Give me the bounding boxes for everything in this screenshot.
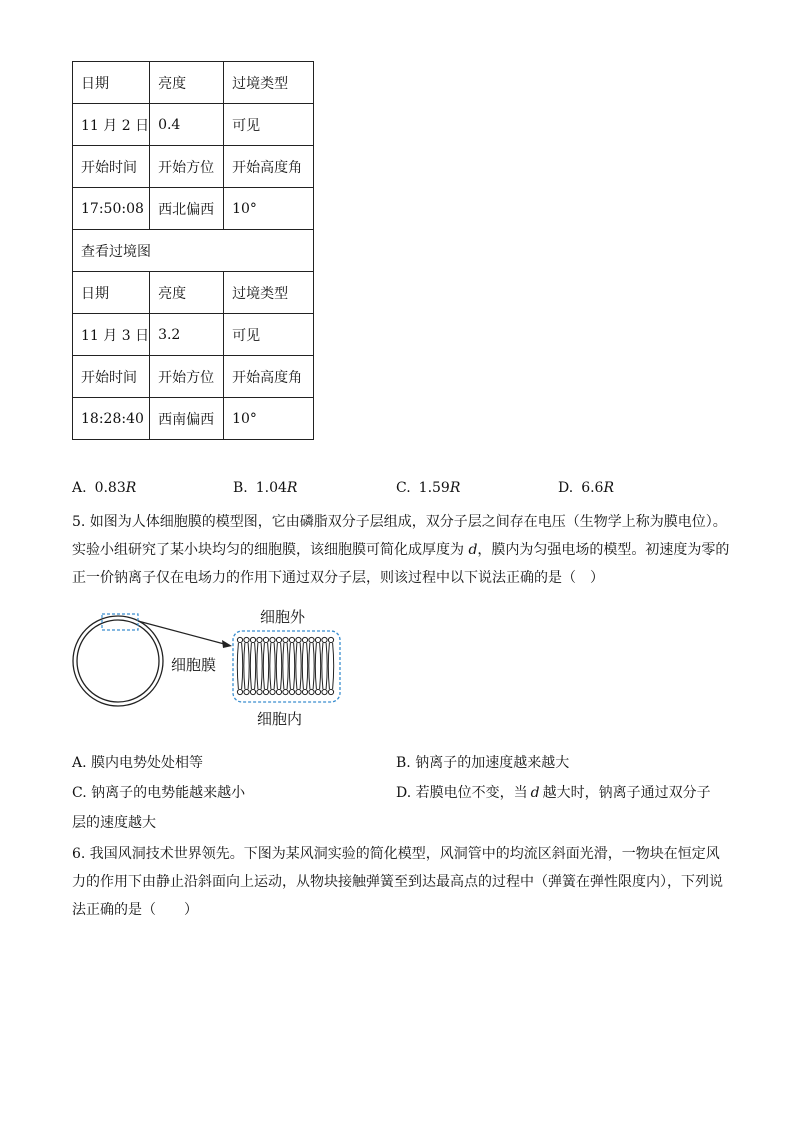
lipid-head [302, 637, 307, 642]
q5-line-1: 5. 如图为人体细胞膜的模型图，它由磷脂双分子层组成，双分子层之间存在电压（生物学上称为膜电位）。 [72, 514, 727, 530]
table-row [73, 272, 314, 314]
lipid-head [250, 689, 255, 694]
table-row [73, 62, 314, 104]
table-row [73, 356, 314, 398]
table-cell: 亮度 [150, 62, 224, 104]
q4-option-b [233, 480, 297, 496]
table-cell: 10° [224, 188, 314, 230]
table-cell: 11 月 2 日 [73, 104, 150, 146]
phospholipid-bilayer [237, 637, 334, 694]
option-unit: R [286, 480, 298, 496]
q4-option-d [558, 480, 614, 496]
table-row [73, 314, 314, 356]
table-cell: 日期 [73, 272, 150, 314]
table-cell: 10° [224, 398, 314, 440]
lipid-tail [257, 643, 263, 689]
q5-option-c: C. 钠离子的电势能越来越小 [72, 785, 246, 801]
lipid-head [315, 689, 320, 694]
q5-line-3: 正一价钠离子仅在电场力的作用下通过双分子层，则该过程中以下说法正确的是（ ） [72, 570, 604, 586]
q6-stem [72, 840, 723, 924]
table-cell: 开始方位 [150, 356, 224, 398]
lipid-tail [244, 643, 250, 689]
lipid-tail [309, 643, 315, 689]
transit-table [72, 61, 314, 440]
lipid-head [302, 689, 307, 694]
table-row [73, 146, 314, 188]
lipid-tail [270, 643, 276, 689]
lipid-head [296, 689, 301, 694]
table-cell: 过境类型 [224, 62, 314, 104]
lipid-tail [237, 643, 243, 689]
lipid-head [289, 637, 294, 642]
q5-option-d [396, 782, 711, 802]
lipid-head [322, 689, 327, 694]
lipid-tail [302, 643, 308, 689]
table-cell: 开始时间 [73, 356, 150, 398]
table-row [73, 230, 314, 272]
lipid-head [237, 689, 242, 694]
lipid-tail [322, 643, 328, 689]
table-cell: 开始时间 [73, 146, 150, 188]
q6-line-3: 法正确的是（ ） [72, 902, 198, 918]
lipid-head [270, 637, 275, 642]
table-cell: 0.4 [150, 104, 224, 146]
option-value: 0.83 [94, 480, 126, 496]
table-cell: 3.2 [150, 314, 224, 356]
table-cell: 18:28:40 [73, 398, 150, 440]
table-row [73, 398, 314, 440]
option-letter: D. [558, 480, 574, 496]
q5-option-d-post: 越大时，钠离子通过双分子 [542, 785, 711, 801]
option-letter: A. [72, 480, 87, 496]
q5-line-2 [72, 536, 729, 564]
lipid-tail [315, 643, 321, 689]
lipid-head [309, 637, 314, 642]
lipid-head [257, 689, 262, 694]
table-cell: 开始方位 [150, 146, 224, 188]
table-cell: 11 月 3 日 [73, 314, 150, 356]
q5-line-2a: 实验小组研究了某小块均匀的细胞膜，该细胞膜可简化成厚度为 [72, 542, 464, 558]
arrow-head-icon [222, 640, 232, 648]
q6-line-1: 6. 我国风洞技术世界领先。下图为某风洞实验的简化模型，风洞管中的均流区斜面光滑，一物块在恒定风 [72, 846, 720, 862]
option-unit: R [125, 480, 137, 496]
q4-option-a [72, 480, 136, 496]
q4-option-c [396, 480, 460, 496]
table-cell: 可见 [224, 314, 314, 356]
lipid-head [289, 689, 294, 694]
option-value: 1.59 [418, 480, 450, 496]
option-unit: R [603, 480, 614, 496]
lipid-tail [276, 643, 282, 689]
q5-stem [72, 508, 729, 592]
lipid-tail [283, 643, 289, 689]
lipid-head [315, 637, 320, 642]
variable-d: d [530, 785, 540, 801]
table-cell: 17:50:08 [73, 188, 150, 230]
membrane-label: 细胞膜 [171, 656, 217, 674]
lipid-head [257, 637, 262, 642]
option-value: 6.6 [581, 480, 604, 496]
q5-option-a: A. 膜内电势处处相等 [72, 755, 204, 771]
zoom-arrow-line [138, 621, 228, 645]
view-transit-map-cell: 查看过境图 [73, 230, 314, 272]
table-cell: 亮度 [150, 272, 224, 314]
table-cell: 开始高度角 [224, 146, 314, 188]
lipid-head [263, 689, 268, 694]
table-cell: 西北偏西 [150, 188, 224, 230]
lipid-head [309, 689, 314, 694]
lipid-tail [289, 643, 295, 689]
lipid-head [328, 689, 333, 694]
option-unit: R [449, 480, 461, 496]
lipid-head [328, 637, 333, 642]
option-letter: B. [233, 480, 248, 496]
lipid-tail [263, 643, 269, 689]
lipid-tail [328, 643, 334, 689]
lipid-head [276, 637, 281, 642]
inside-cell-label: 细胞内 [257, 710, 303, 728]
q5-option-d-pre: D. 若膜电位不变，当 [396, 785, 528, 801]
option-letter: C. [396, 480, 411, 496]
lipid-head [250, 637, 255, 642]
table-row [73, 104, 314, 146]
table-cell: 西南偏西 [150, 398, 224, 440]
lipid-head [237, 637, 242, 642]
lipid-head [283, 689, 288, 694]
q6-line-2: 力的作用下由静止沿斜面向上运动，从物块接触弹簧至到达最高点的过程中（弹簧在弹性限度内），下列说 [72, 874, 723, 890]
lipid-head [276, 689, 281, 694]
lipid-head [322, 637, 327, 642]
table-row [73, 188, 314, 230]
q5-option-b: B. 钠离子的加速度越来越大 [396, 755, 570, 771]
table-cell: 可见 [224, 104, 314, 146]
lipid-tail [296, 643, 302, 689]
q5-option-d-cont: 层的速度越大 [72, 815, 156, 831]
cell-inner-circle [77, 620, 159, 702]
table-cell: 日期 [73, 62, 150, 104]
lipid-head [244, 637, 249, 642]
lipid-head [263, 637, 268, 642]
lipid-head [296, 637, 301, 642]
q5-line-2b: ，膜内为匀强电场的模型。初速度为零的 [477, 542, 730, 558]
table-cell: 过境类型 [224, 272, 314, 314]
option-value: 1.04 [255, 480, 287, 496]
lipid-head [244, 689, 249, 694]
lipid-head [270, 689, 275, 694]
variable-d: d [468, 542, 478, 558]
table-cell: 开始高度角 [224, 356, 314, 398]
lipid-tail [250, 643, 256, 689]
lipid-head [283, 637, 288, 642]
outside-cell-label: 细胞外 [260, 608, 306, 626]
